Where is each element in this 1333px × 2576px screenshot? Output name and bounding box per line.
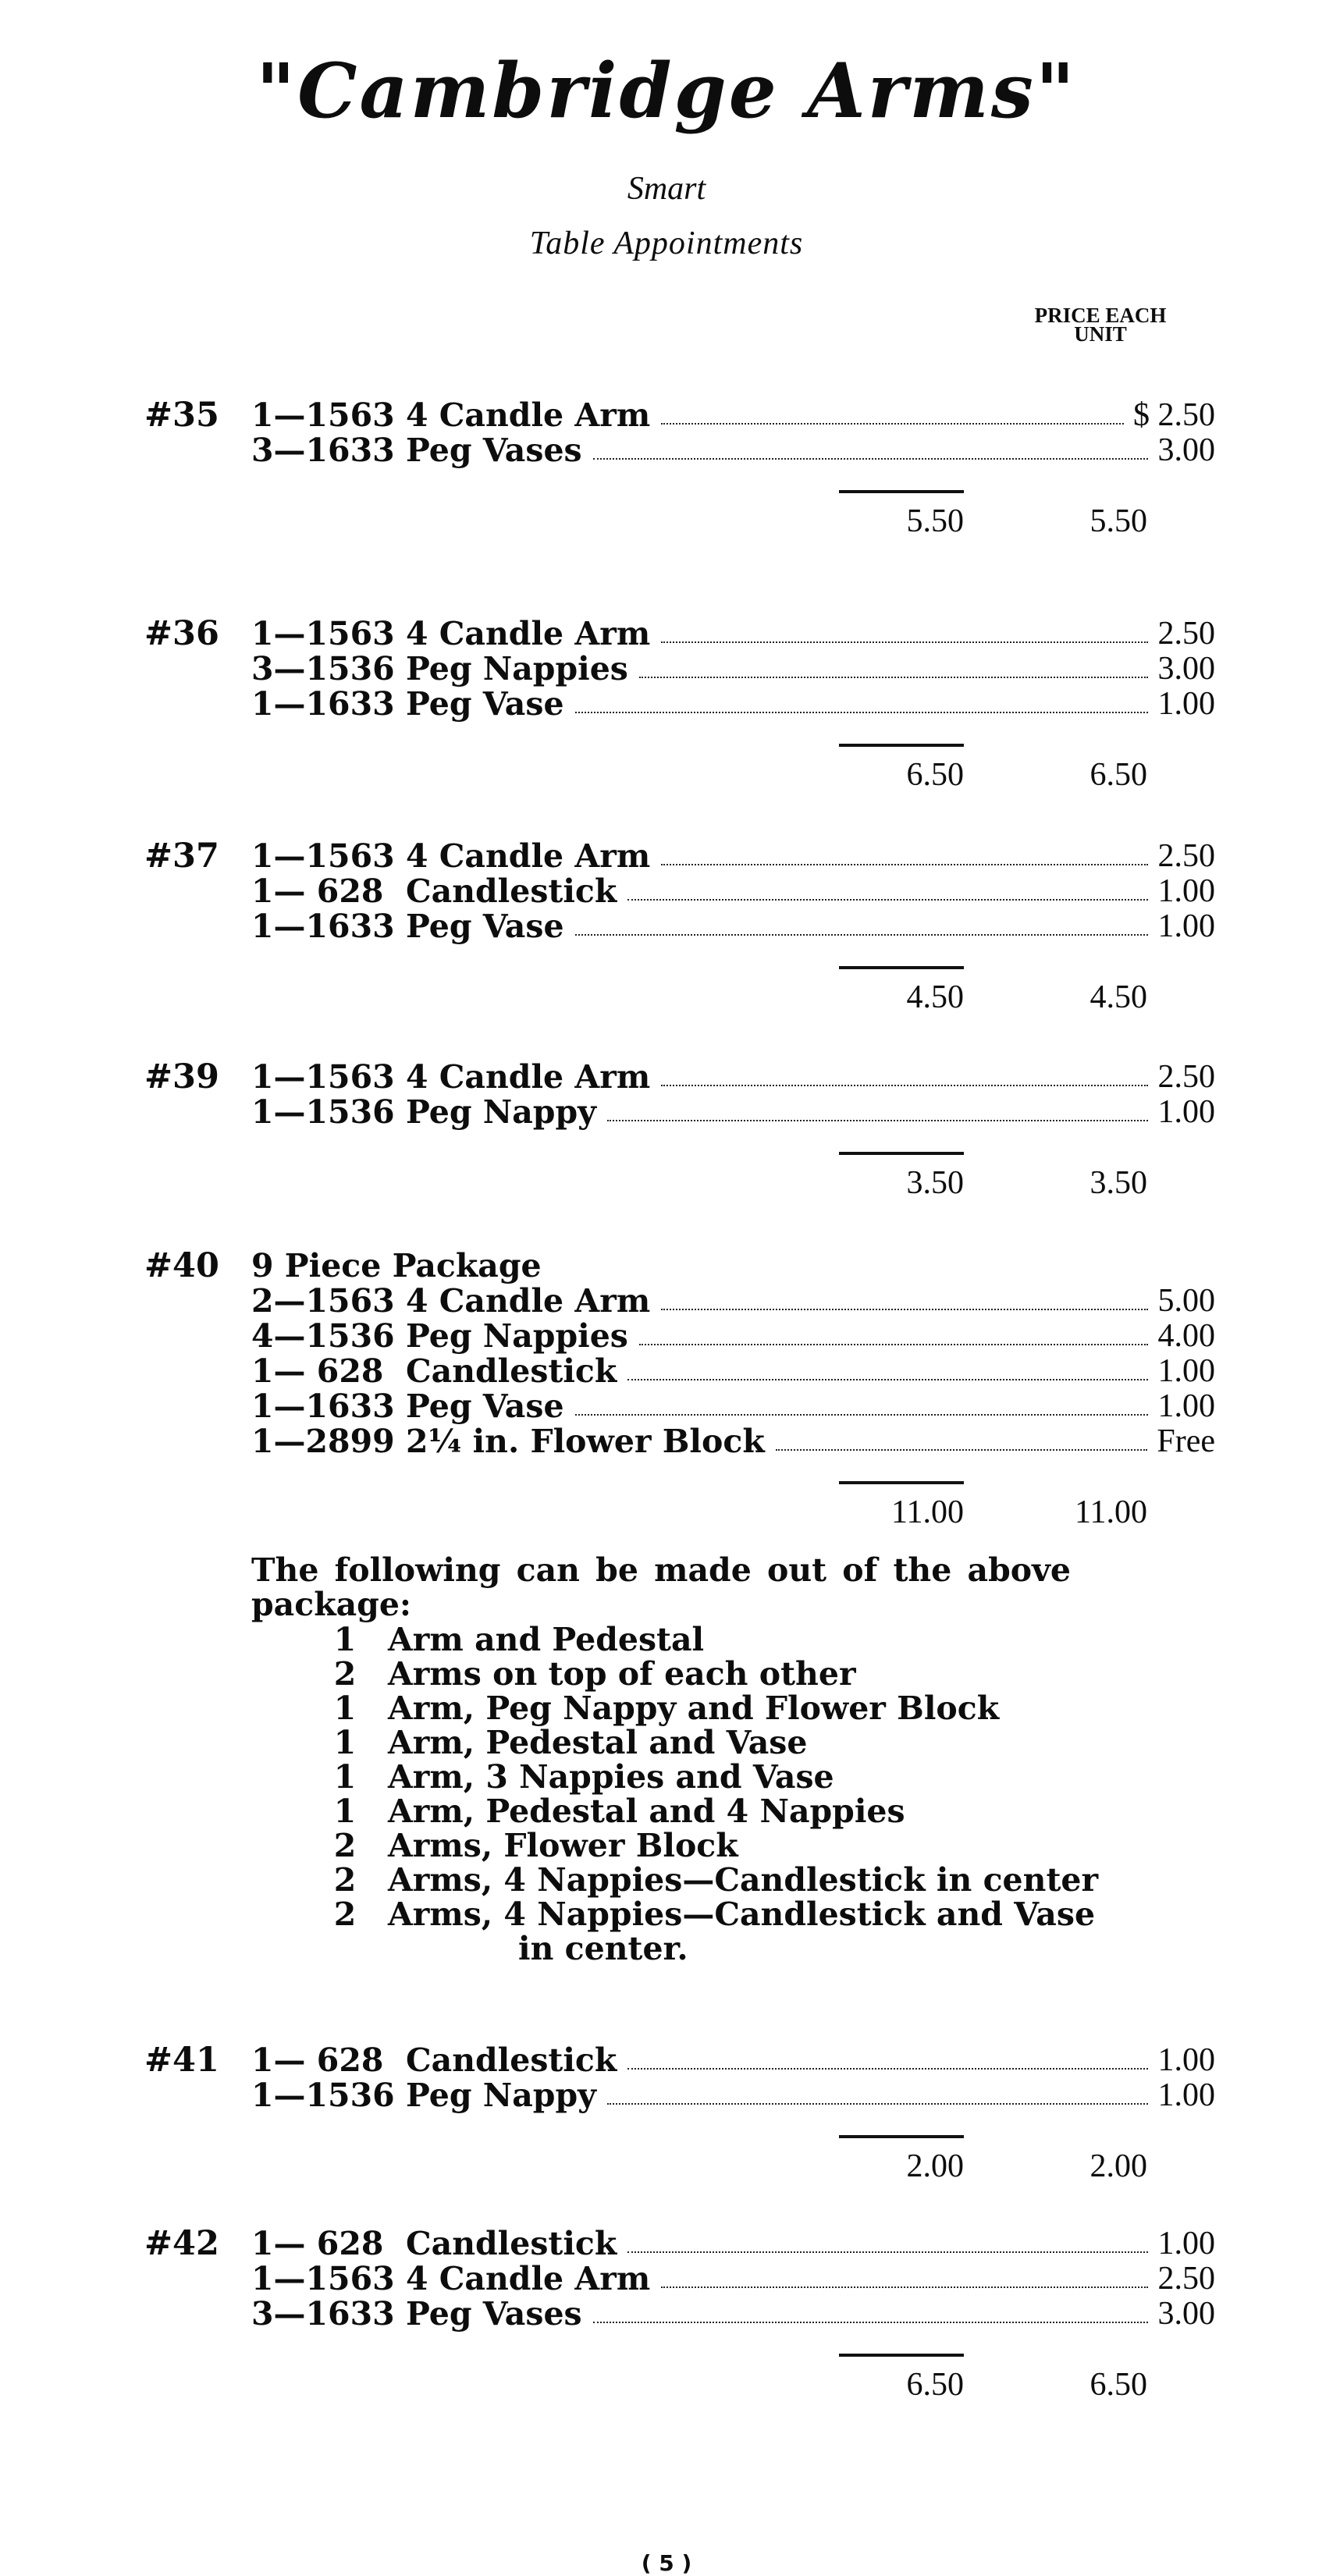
item-price: 3.00 [1157, 651, 1215, 687]
item-description: Peg Vase [406, 685, 564, 723]
item-description: 4 Candle Arm [406, 396, 651, 434]
item-price: 4.00 [1157, 1318, 1215, 1354]
item-price: 1.00 [1157, 908, 1215, 944]
subtotal-rule [839, 966, 964, 969]
item-row [251, 1389, 1219, 1424]
item-code: 1—1536 [251, 1093, 395, 1131]
item-description: Peg Vase [406, 1387, 564, 1425]
item-row [251, 616, 1219, 652]
subtitle-smart: Smart [627, 171, 706, 207]
item-code: 1— 628 [251, 1352, 384, 1390]
item-code: 4—1536 [251, 1317, 395, 1355]
subtotal-rule [839, 1481, 964, 1484]
item-description: 4 Candle Arm [406, 615, 651, 652]
combination-qty: 1 [333, 1724, 357, 1761]
set-number: #35 [144, 396, 219, 435]
set-number: #40 [144, 1246, 219, 1285]
item-code: 3—1536 [251, 650, 395, 688]
item-code: 3—1633 [251, 2295, 395, 2333]
item-code: 1—1563 [251, 837, 395, 875]
item-row [251, 652, 1219, 687]
combination-qty: 2 [333, 1655, 357, 1693]
item-description: Peg Nappies [406, 650, 628, 688]
set-number: #36 [144, 614, 219, 653]
item-row [251, 839, 1219, 874]
item-code: 2—1563 [251, 1282, 395, 1320]
item-row [251, 1095, 1219, 1130]
set-subtotal: 6.50 [906, 757, 964, 793]
subtotal-rule [839, 1152, 964, 1155]
item-row [251, 1354, 1219, 1389]
unit-price: 6.50 [1090, 757, 1147, 793]
item-code: 1—2899 [251, 1423, 395, 1460]
item-price: 1.00 [1157, 1353, 1215, 1389]
combination-continuation: in center. [518, 1930, 688, 1967]
unit-price: 2.00 [1090, 2148, 1147, 2184]
item-code: 1—1563 [251, 1058, 395, 1096]
item-code: 1—1633 [251, 685, 395, 723]
item-code: 1— 628 [251, 872, 384, 910]
subtotal-rule [839, 2135, 964, 2138]
combination-text: Arms on top of each other [388, 1655, 856, 1693]
subtotal-rule [839, 744, 964, 747]
set-subtotal: 5.50 [906, 503, 964, 539]
item-description: Peg Nappy [406, 1093, 596, 1131]
subtotal-rule [839, 490, 964, 493]
item-description: Candlestick [406, 2041, 617, 2079]
combination-qty: 1 [333, 1758, 357, 1796]
set-number: #42 [144, 2224, 219, 2263]
item-description: 4 Candle Arm [406, 837, 651, 875]
item-price: 1.00 [1157, 2042, 1215, 2078]
item-row [251, 909, 1219, 944]
item-price: 2.50 [1157, 838, 1215, 874]
set-subtotal: 11.00 [891, 1494, 964, 1530]
unit-price: 11.00 [1075, 1494, 1147, 1530]
item-price: 1.00 [1157, 2077, 1215, 2113]
item-code: 3—1633 [251, 432, 395, 469]
item-price: $ 2.50 [1133, 397, 1215, 433]
item-description: Peg Vase [406, 908, 564, 945]
combination-qty: 1 [333, 1793, 357, 1830]
item-price: 2.50 [1157, 1059, 1215, 1095]
item-price: 1.00 [1157, 873, 1215, 909]
item-row [251, 2043, 1219, 2078]
price-each-unit-header: PRICE EACH UNIT [1034, 304, 1167, 346]
combination-text: Arm, Pedestal and Vase [388, 1724, 808, 1761]
item-row [251, 1284, 1219, 1319]
item-row [251, 2226, 1219, 2262]
item-description: Candlestick [406, 872, 617, 910]
unit-price: 5.50 [1090, 503, 1147, 539]
set-number: #41 [144, 2041, 219, 2080]
item-code: 1— 628 [251, 2225, 384, 2262]
combination-text: Arm, Pedestal and 4 Nappies [388, 1793, 905, 1830]
item-code: 1—1563 [251, 2260, 395, 2297]
item-row [251, 687, 1219, 722]
item-row [251, 433, 1219, 468]
item-row [251, 1424, 1219, 1459]
item-description: Peg Nappies [406, 1317, 628, 1355]
item-row [251, 1319, 1219, 1354]
combination-qty: 2 [333, 1827, 357, 1864]
item-price: Free [1157, 1423, 1215, 1459]
combination-qty: 2 [333, 1861, 357, 1899]
set-heading-text: 9 Piece Package [251, 1247, 542, 1284]
item-price: 2.50 [1157, 2261, 1215, 2297]
item-code: 1— 628 [251, 2041, 384, 2079]
set-subtotal: 2.00 [906, 2148, 964, 2184]
item-description: 4 Candle Arm [406, 1058, 651, 1096]
item-row [251, 2078, 1219, 2113]
item-description: 4 Candle Arm [406, 2260, 651, 2297]
item-description: Peg Vases [406, 2295, 582, 2333]
item-code: 1—1633 [251, 1387, 395, 1425]
set-number: #39 [144, 1057, 219, 1096]
item-price: 1.00 [1157, 686, 1215, 722]
unit-price: 3.50 [1090, 1165, 1147, 1201]
item-price: 1.00 [1157, 2226, 1215, 2262]
combination-text: Arm, 3 Nappies and Vase [388, 1758, 834, 1796]
item-row [251, 1060, 1219, 1095]
combination-text: Arms, Flower Block [388, 1827, 738, 1864]
page-title: "Cambridge Arms" [256, 47, 1077, 135]
item-description: Peg Nappy [406, 2077, 596, 2114]
combination-text: Arms, 4 Nappies—Candlestick and Vase [388, 1896, 1096, 1933]
unit-price: 4.50 [1090, 979, 1147, 1015]
item-code: 1—1563 [251, 396, 395, 434]
package-note-intro: The following can be made out of the above package: [251, 1551, 1071, 1623]
item-description: Peg Vases [406, 432, 582, 469]
combination-qty: 1 [333, 1690, 357, 1727]
set-subtotal: 4.50 [906, 979, 964, 1015]
item-price: 3.00 [1157, 2296, 1215, 2332]
item-description: 4 Candle Arm [406, 1282, 651, 1320]
combination-qty: 2 [333, 1896, 357, 1933]
unit-price: 6.50 [1090, 2367, 1147, 2403]
item-row [251, 874, 1219, 909]
set-number: #37 [144, 837, 219, 876]
item-price: 1.00 [1157, 1094, 1215, 1130]
subtitle-table-appointments: Table Appointments [529, 226, 804, 261]
item-row [251, 398, 1219, 433]
combination-text: Arm, Peg Nappy and Flower Block [388, 1690, 1000, 1727]
combination-text: Arm and Pedestal [388, 1621, 705, 1658]
combination-qty: 1 [333, 1621, 357, 1658]
item-price: 2.50 [1157, 616, 1215, 652]
item-description: 2¼ in. Flower Block [406, 1423, 765, 1460]
item-code: 1—1536 [251, 2077, 395, 2114]
page-number: ( 5 ) [641, 2550, 692, 2576]
item-code: 1—1633 [251, 908, 395, 945]
item-description: Candlestick [406, 2225, 617, 2262]
set-subtotal: 6.50 [906, 2367, 964, 2403]
item-price: 1.00 [1157, 1388, 1215, 1424]
subtotal-rule [839, 2354, 964, 2357]
item-price: 5.00 [1157, 1283, 1215, 1319]
item-description: Candlestick [406, 1352, 617, 1390]
combination-text: Arms, 4 Nappies—Candlestick in center [388, 1861, 1099, 1899]
item-code: 1—1563 [251, 615, 395, 652]
set-subtotal: 3.50 [906, 1165, 964, 1201]
item-row [251, 2297, 1219, 2332]
item-price: 3.00 [1157, 432, 1215, 468]
item-row [251, 2262, 1219, 2297]
